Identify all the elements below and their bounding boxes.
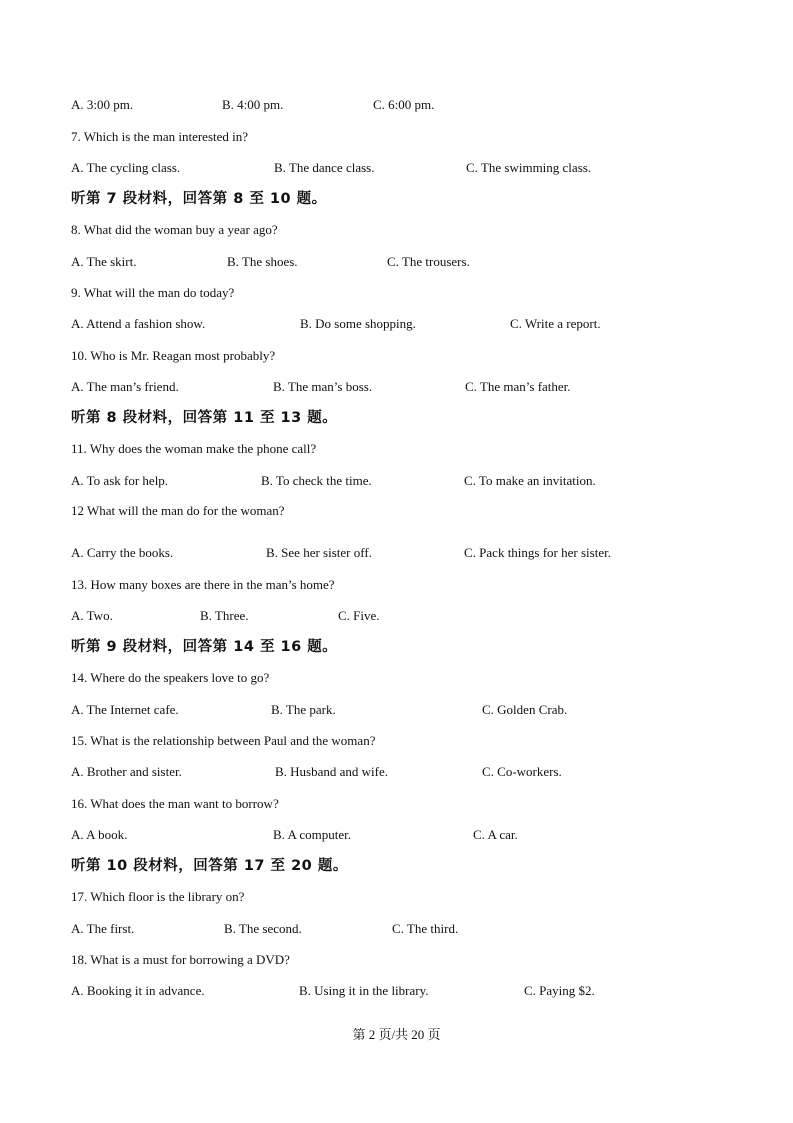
q14-option-a: A. The Internet cafe. — [71, 702, 179, 717]
q17-option-a: A. The first. — [71, 921, 135, 936]
q10-question: 10. Who is Mr. Reagan most probably? — [71, 348, 276, 363]
q8-option-b: B. The shoes. — [227, 254, 298, 269]
q15-option-a: A. Brother and sister. — [71, 764, 182, 779]
q9-option-b: B. Do some shopping. — [300, 316, 416, 331]
q9-option-a: A. Attend a fashion show. — [71, 316, 206, 331]
q6-option-a: A. 3:00 pm. — [71, 97, 134, 112]
q16-option-a: A. A book. — [71, 827, 128, 842]
q13-question: 13. How many boxes are there in the man’s home? — [71, 577, 335, 592]
q14-option-b: B. The park. — [271, 702, 336, 717]
q16-question: 16. What does the man want to borrow? — [71, 796, 279, 811]
q15-option-c: C. Co-workers. — [482, 764, 562, 779]
q11-option-a: A. To ask for help. — [71, 473, 169, 488]
q14-question: 14. Where do the speakers love to go? — [71, 670, 270, 685]
q16-option-b: B. A computer. — [273, 827, 351, 842]
q18-option-b: B. Using it in the library. — [299, 983, 429, 998]
q11-question: 11. Why does the woman make the phone call? — [71, 441, 317, 456]
q8-option-a: A. The skirt. — [71, 254, 137, 269]
q8-question: 8. What did the woman buy a year ago? — [71, 222, 278, 237]
page-footer: 第 2 页/共 20 页 — [352, 1027, 441, 1042]
q12-option-a: A. Carry the books. — [71, 545, 174, 560]
q13-option-a: A. Two. — [71, 608, 113, 623]
q6-option-b: B. 4:00 pm. — [222, 97, 284, 112]
q9-option-c: C. Write a report. — [510, 316, 601, 331]
q7-question: 7. Which is the man interested in? — [71, 129, 249, 144]
q18-option-c: C. Paying $2. — [524, 983, 595, 998]
q15-option-b: B. Husband and wife. — [275, 764, 389, 779]
section-8-heading: 听第 8 段材料，回答第 11 至 13 题。 — [71, 410, 338, 426]
q11-option-c: C. To make an invitation. — [464, 473, 596, 488]
q6-option-c: C. 6:00 pm. — [373, 97, 435, 112]
q17-option-b: B. The second. — [224, 921, 302, 936]
q14-option-c: C. Golden Crab. — [482, 702, 568, 717]
q8-option-c: C. The trousers. — [387, 254, 470, 269]
q10-option-c: C. The man’s father. — [465, 379, 571, 394]
q17-option-c: C. The third. — [392, 921, 459, 936]
q13-option-b: B. Three. — [200, 608, 249, 623]
q7-option-b: B. The dance class. — [274, 160, 375, 175]
q11-option-b: B. To check the time. — [261, 473, 372, 488]
q12-option-b: B. See her sister off. — [266, 545, 372, 560]
q10-option-b: B. The man’s boss. — [273, 379, 373, 394]
q7-option-c: C. The swimming class. — [466, 160, 592, 175]
q7-option-a: A. The cycling class. — [71, 160, 181, 175]
q9-question: 9. What will the man do today? — [71, 285, 235, 300]
section-7-heading: 听第 7 段材料，回答第 8 至 10 题。 — [71, 191, 327, 207]
q18-option-a: A. Booking it in advance. — [71, 983, 205, 998]
section-10-heading: 听第 10 段材料，回答第 17 至 20 题。 — [71, 858, 348, 874]
q12-option-c: C. Pack things for her sister. — [464, 545, 611, 560]
q12-question: 12 What will the man do for the woman? — [71, 503, 285, 518]
q15-question: 15. What is the relationship between Paul and the woman? — [71, 733, 376, 748]
q10-option-a: A. The man’s friend. — [71, 379, 179, 394]
q16-option-c: C. A car. — [473, 827, 518, 842]
q13-option-c: C. Five. — [338, 608, 380, 623]
section-9-heading: 听第 9 段材料，回答第 14 至 16 题。 — [71, 639, 338, 655]
q17-question: 17. Which floor is the library on? — [71, 889, 245, 904]
q18-question: 18. What is a must for borrowing a DVD? — [71, 952, 290, 967]
